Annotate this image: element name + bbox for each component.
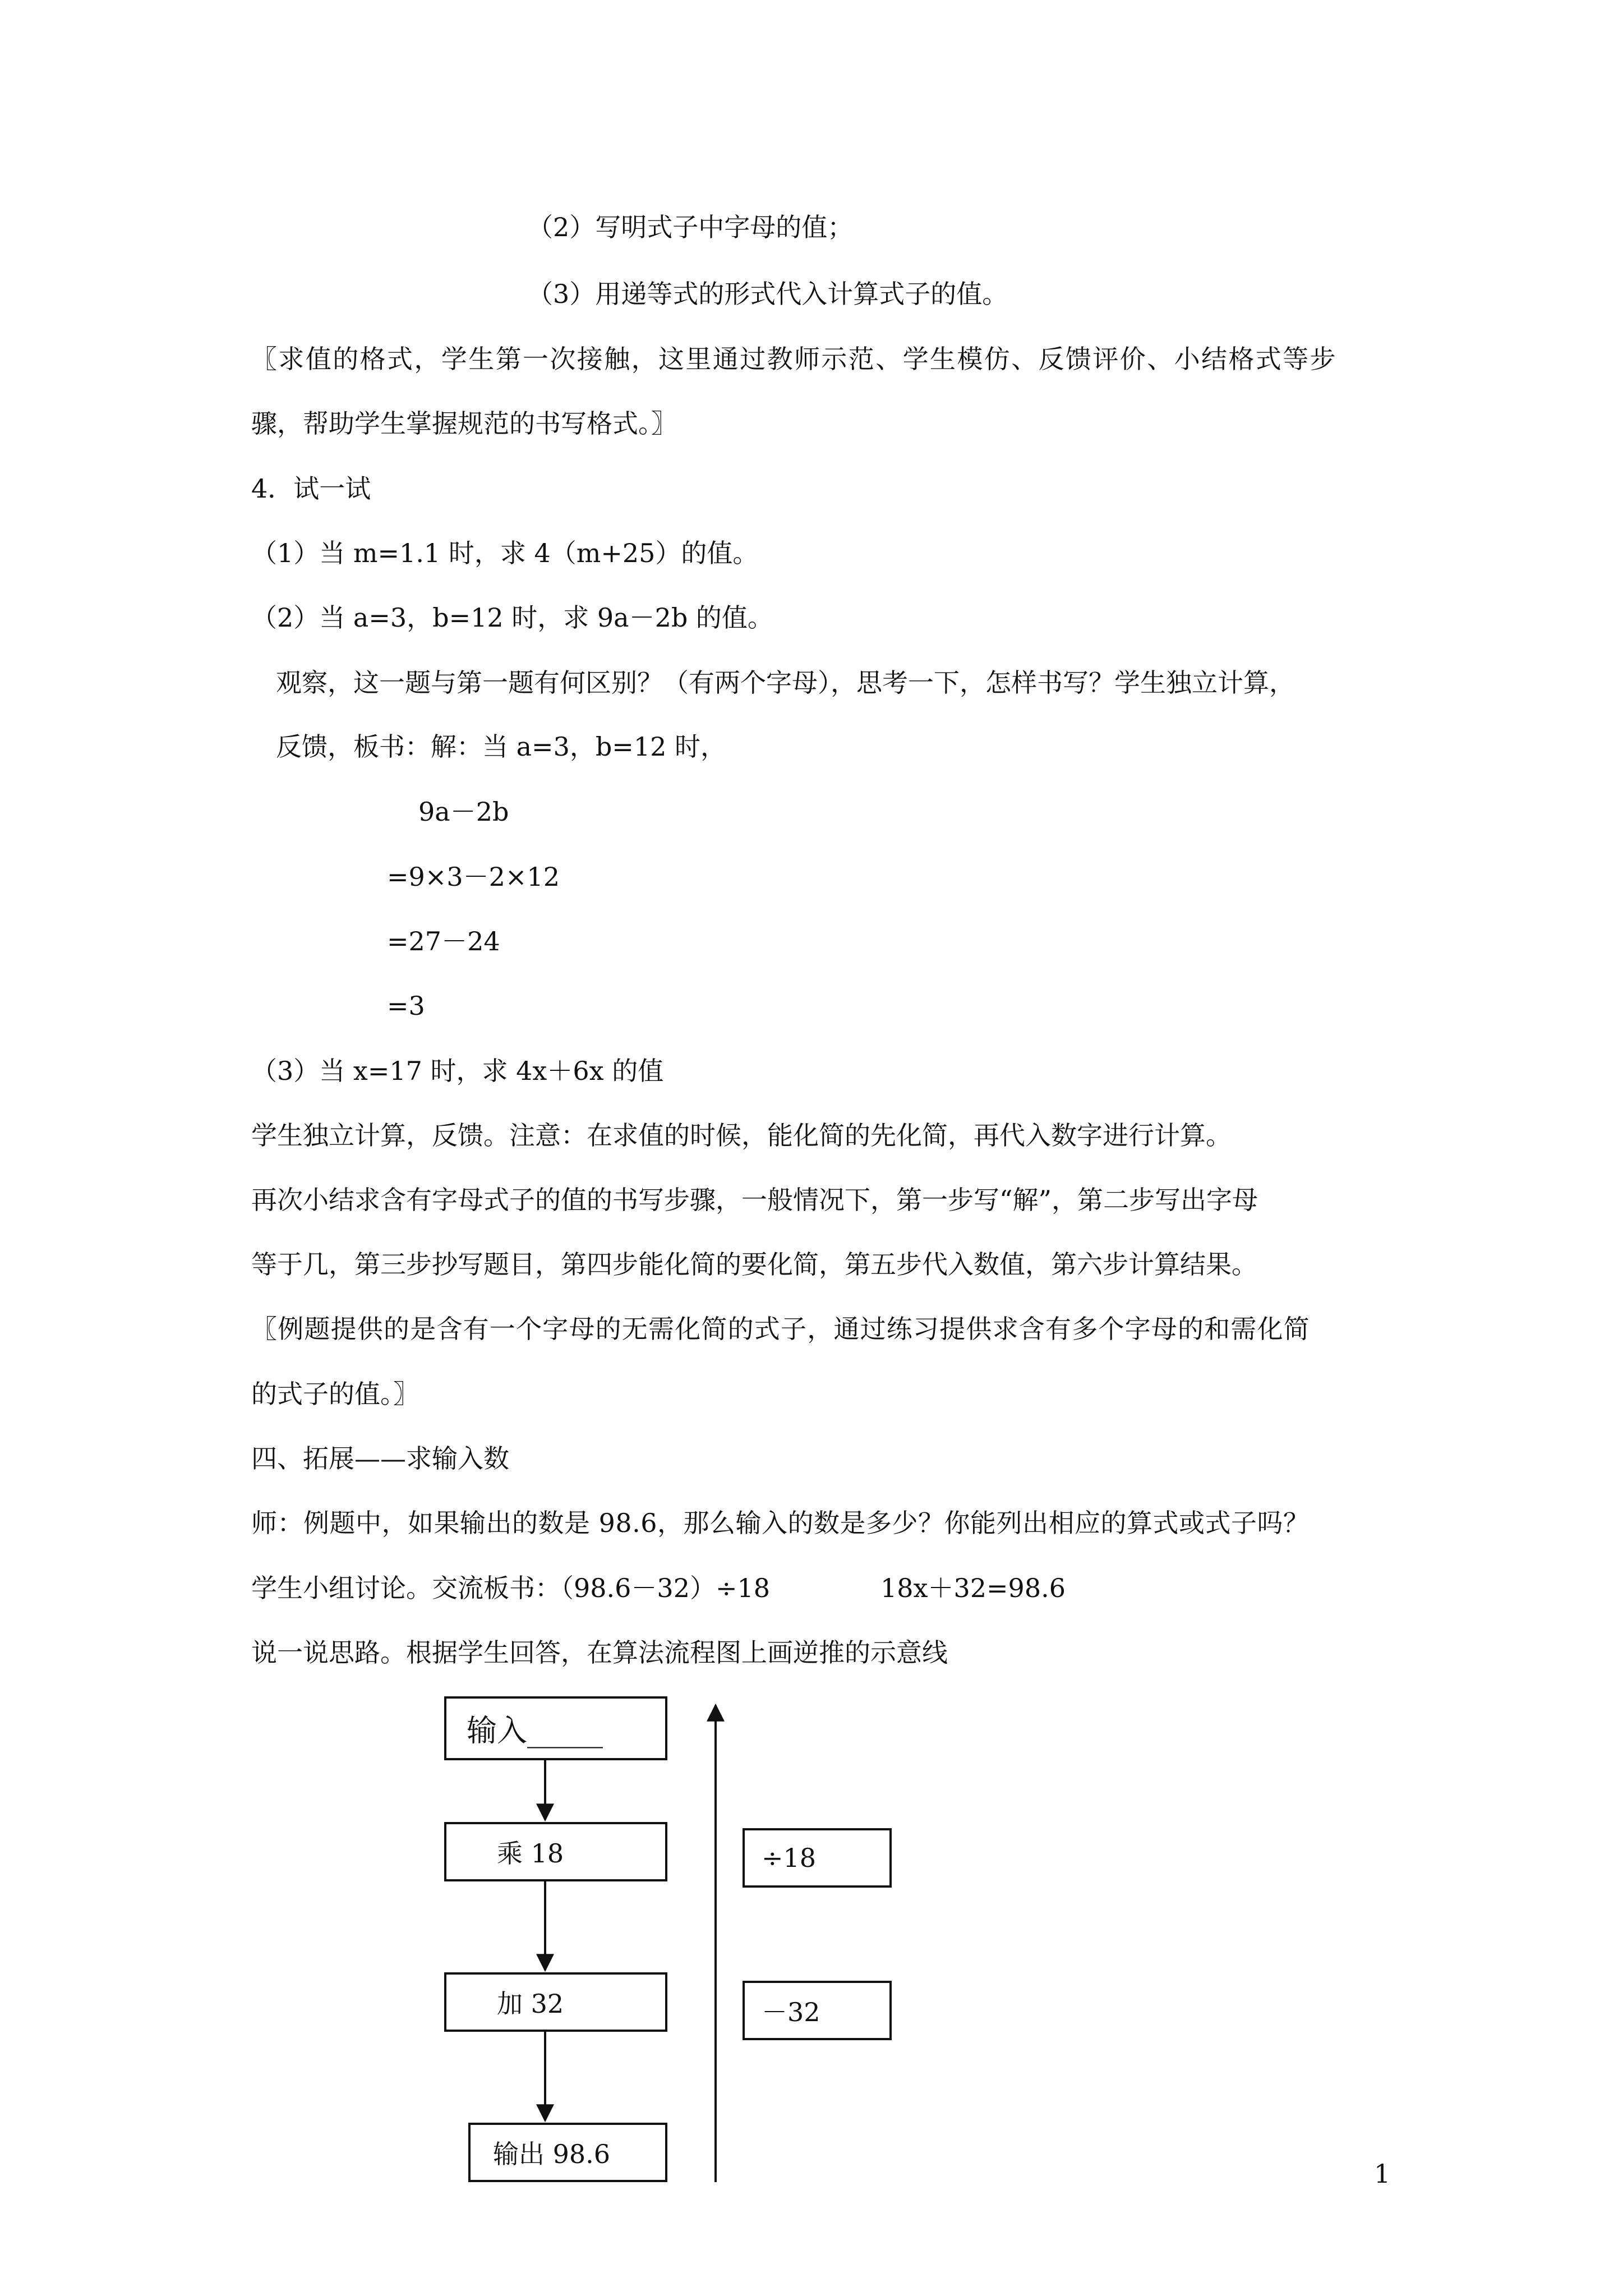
calc-line-3: =27－24 (387, 926, 500, 956)
input-label: 输入_____ (467, 1713, 603, 1749)
section-heading-extension: 四、拓展——求输入数 (251, 1443, 509, 1474)
text-line-22b: 18x＋32=98.6 (880, 1573, 1066, 1603)
calc-line-4: =3 (387, 991, 425, 1021)
text-line-observe: 观察，这一题与第一题有何区别？（有两个字母），思考一下，怎样书写？学生独立计算， (276, 668, 1295, 698)
exercise-2: （2）当 a=3，b=12 时，求 9a－2b 的值。 (251, 602, 773, 633)
reverse-subtract-box (743, 1981, 892, 2040)
text-line-23: 说一说思路。根据学生回答，在算法流程图上画逆推的示意线 (251, 1637, 948, 1668)
multiply-label: 乘 18 (497, 1838, 564, 1869)
text-line-18: 〖例题提供的是含有一个字母的无需化简的式子，通过练习提供求含有多个字母的和需化简 (251, 1314, 1310, 1344)
section-heading-try: 4．试一试 (251, 473, 371, 504)
reverse-divide-label: ÷18 (762, 1843, 817, 1873)
flowchart-output-box (468, 2123, 667, 2182)
text-line-3: 〖求值的格式，学生第一次接触，这里通过教师示范、学生模仿、反馈评价、小结格式等步 (251, 344, 1337, 374)
reverse-subtract-label: －32 (762, 1997, 820, 2027)
flowchart-add-box (444, 1972, 667, 2032)
flowchart-multiply-box (444, 1822, 667, 1881)
text-line-16: 再次小结求含有字母式子的值的书写步骤，一般情况下，第一步写“解”，第二步写出字母 (251, 1185, 1258, 1215)
page-number: 1 (1374, 2159, 1391, 2189)
text-line-15: 学生独立计算，反馈。注意：在求值的时候，能化简的先化简，再代入数字进行计算。 (251, 1120, 1232, 1151)
text-line-22a: 学生小组讨论。交流板书：（98.6－32）÷18 (251, 1573, 771, 1603)
calc-line-2: =9×3－2×12 (387, 862, 560, 892)
reverse-divide-box (743, 1828, 892, 1888)
calc-line-1: 9a－2b (418, 797, 509, 827)
text-line-17: 等于几，第三步抄写题目，第四步能化简的要化简，第五步代入数值，第六步计算结果。 (251, 1249, 1257, 1280)
flowchart-input-box (444, 1696, 667, 1760)
text-line-4: 骤，帮助学生掌握规范的书写格式。〗 (251, 408, 677, 439)
add-label: 加 32 (497, 1989, 564, 2019)
text-line-1: （2）写明式子中字母的值； (527, 212, 854, 242)
output-label: 输出 98.6 (493, 2139, 611, 2169)
text-line-21: 师：例题中，如果输出的数是 98.6，那么输入的数是多少？你能列出相应的算式或式子吗？ (251, 1508, 1310, 1538)
exercise-1: （1）当 m=1.1 时，求 4（m+25）的值。 (251, 538, 759, 568)
text-line-19: 的式子的值。〗 (251, 1379, 419, 1409)
text-line-2: （3）用递等式的形式代入计算式子的值。 (527, 279, 1008, 309)
exercise-3: （3）当 x=17 时，求 4x＋6x 的值 (251, 1056, 664, 1086)
text-line-feedback: 反馈，板书：解：当 a=3，b=12 时， (276, 731, 727, 762)
